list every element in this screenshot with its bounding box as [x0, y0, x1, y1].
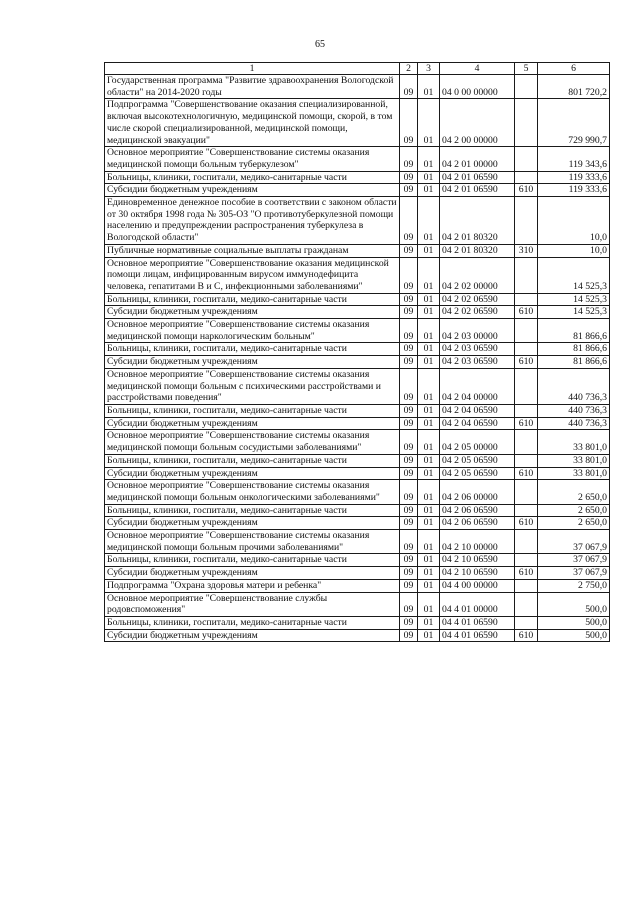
row-expense-type: 610 [515, 184, 538, 197]
row-section: 09 [400, 629, 418, 642]
row-section: 09 [400, 579, 418, 592]
table-row [105, 592, 610, 616]
header-cell-amount: 6 [538, 63, 610, 75]
row-expense-type [515, 197, 538, 245]
row-section: 09 [400, 554, 418, 567]
row-amount: 81 866,6 [538, 319, 610, 343]
row-name: Больницы, клиники, госпитали, медико-санитарные части [105, 504, 400, 517]
row-amount: 440 736,3 [538, 417, 610, 430]
table-row [105, 306, 610, 319]
row-subsection: 01 [418, 368, 440, 404]
row-expense-type [515, 343, 538, 356]
row-target-code: 04 2 05 06590 [440, 454, 515, 467]
row-section: 09 [400, 197, 418, 245]
table-row [105, 75, 610, 99]
row-subsection: 01 [418, 616, 440, 629]
row-target-code: 04 2 03 06590 [440, 343, 515, 356]
row-expense-type [515, 99, 538, 147]
row-expense-type [515, 257, 538, 293]
row-amount: 33 801,0 [538, 430, 610, 454]
row-target-code: 04 2 02 06590 [440, 306, 515, 319]
row-expense-type: 610 [515, 356, 538, 369]
row-amount: 2 750,0 [538, 579, 610, 592]
row-subsection: 01 [418, 480, 440, 504]
row-section: 09 [400, 592, 418, 616]
row-subsection: 01 [418, 197, 440, 245]
row-target-code: 04 4 01 00000 [440, 592, 515, 616]
header-cell-target-code: 4 [440, 63, 515, 75]
row-section: 09 [400, 244, 418, 257]
row-amount: 119 333,6 [538, 184, 610, 197]
table-row [105, 404, 610, 417]
row-target-code: 04 2 01 80320 [440, 244, 515, 257]
row-section: 09 [400, 417, 418, 430]
row-subsection: 01 [418, 554, 440, 567]
row-name: Субсидии бюджетным учреждениям [105, 629, 400, 642]
table-row [105, 99, 610, 147]
row-subsection: 01 [418, 306, 440, 319]
row-name: Государственная программа "Развитие здравоохранения Вологодской области" на 2014-2020 годы [105, 75, 400, 99]
row-section: 09 [400, 356, 418, 369]
table-row [105, 244, 610, 257]
row-amount: 14 525,3 [538, 257, 610, 293]
row-name: Основное мероприятие "Совершенствование системы оказания медицинской помощи наркологическим больным" [105, 319, 400, 343]
row-target-code: 04 2 03 06590 [440, 356, 515, 369]
row-subsection: 01 [418, 430, 440, 454]
row-subsection: 01 [418, 567, 440, 580]
row-name: Основное мероприятие "Совершенствование системы оказания медицинской помощи больным сосудистыми заболеваниями" [105, 430, 400, 454]
table-row [105, 197, 610, 245]
table-row [105, 554, 610, 567]
row-subsection: 01 [418, 184, 440, 197]
row-subsection: 01 [418, 467, 440, 480]
row-subsection: 01 [418, 147, 440, 171]
row-expense-type [515, 454, 538, 467]
row-section: 09 [400, 343, 418, 356]
table-row [105, 356, 610, 369]
row-subsection: 01 [418, 592, 440, 616]
row-target-code: 04 4 01 06590 [440, 616, 515, 629]
row-amount: 729 990,7 [538, 99, 610, 147]
row-name: Больницы, клиники, госпитали, медико-санитарные части [105, 454, 400, 467]
row-name: Больницы, клиники, госпитали, медико-санитарные части [105, 616, 400, 629]
table-row [105, 467, 610, 480]
table-header [105, 63, 610, 75]
row-name: Субсидии бюджетным учреждениям [105, 517, 400, 530]
row-section: 09 [400, 184, 418, 197]
row-expense-type [515, 404, 538, 417]
row-expense-type [515, 430, 538, 454]
row-expense-type [515, 319, 538, 343]
row-amount: 10,0 [538, 244, 610, 257]
row-target-code: 04 2 02 06590 [440, 293, 515, 306]
table-row [105, 530, 610, 554]
table-row [105, 417, 610, 430]
row-section: 09 [400, 171, 418, 184]
table-body [105, 75, 610, 642]
row-target-code: 04 2 06 06590 [440, 504, 515, 517]
table-row [105, 567, 610, 580]
row-amount: 10,0 [538, 197, 610, 245]
table-row [105, 257, 610, 293]
row-amount: 33 801,0 [538, 467, 610, 480]
table-row [105, 629, 610, 642]
table-row [105, 504, 610, 517]
table-row [105, 343, 610, 356]
row-section: 09 [400, 306, 418, 319]
row-name: Субсидии бюджетным учреждениям [105, 356, 400, 369]
row-expense-type: 610 [515, 567, 538, 580]
row-subsection: 01 [418, 99, 440, 147]
row-expense-type [515, 368, 538, 404]
row-expense-type [515, 75, 538, 99]
row-target-code: 04 2 04 00000 [440, 368, 515, 404]
row-name: Основное мероприятие "Совершенствование системы оказания медицинской помощи больным онкологическими заболеваниями" [105, 480, 400, 504]
row-amount: 33 801,0 [538, 454, 610, 467]
row-amount: 14 525,3 [538, 293, 610, 306]
row-expense-type [515, 480, 538, 504]
row-subsection: 01 [418, 579, 440, 592]
row-name: Больницы, клиники, госпитали, медико-санитарные части [105, 293, 400, 306]
row-target-code: 04 2 05 06590 [440, 467, 515, 480]
table-row [105, 454, 610, 467]
row-section: 09 [400, 454, 418, 467]
row-section: 09 [400, 293, 418, 306]
row-subsection: 01 [418, 343, 440, 356]
row-amount: 440 736,3 [538, 404, 610, 417]
table-row [105, 368, 610, 404]
row-expense-type [515, 504, 538, 517]
row-name: Больницы, клиники, госпитали, медико-санитарные части [105, 554, 400, 567]
row-amount: 2 650,0 [538, 517, 610, 530]
row-amount: 2 650,0 [538, 504, 610, 517]
row-subsection: 01 [418, 417, 440, 430]
row-section: 09 [400, 467, 418, 480]
row-amount: 2 650,0 [538, 480, 610, 504]
row-expense-type [515, 579, 538, 592]
row-name: Больницы, клиники, госпитали, медико-санитарные части [105, 171, 400, 184]
row-subsection: 01 [418, 293, 440, 306]
row-target-code: 04 0 00 00000 [440, 75, 515, 99]
row-expense-type [515, 171, 538, 184]
row-name: Основное мероприятие "Совершенствование оказания медицинской помощи лицам, инфицированным вирусом иммунодефицита человека, гепатитами В и С, инфекционными заболеваниями" [105, 257, 400, 293]
row-amount: 81 866,6 [538, 356, 610, 369]
row-expense-type: 610 [515, 629, 538, 642]
row-section: 09 [400, 530, 418, 554]
row-section: 09 [400, 616, 418, 629]
header-cell-expense-type: 5 [515, 63, 538, 75]
row-expense-type: 610 [515, 517, 538, 530]
row-section: 09 [400, 430, 418, 454]
row-amount: 37 067,9 [538, 554, 610, 567]
row-section: 09 [400, 368, 418, 404]
row-section: 09 [400, 404, 418, 417]
row-section: 09 [400, 75, 418, 99]
table-row [105, 579, 610, 592]
table-row [105, 184, 610, 197]
row-name: Субсидии бюджетным учреждениям [105, 417, 400, 430]
table-row [105, 171, 610, 184]
row-target-code: 04 2 02 00000 [440, 257, 515, 293]
row-name: Больницы, клиники, госпитали, медико-санитарные части [105, 343, 400, 356]
row-amount: 500,0 [538, 616, 610, 629]
row-amount: 500,0 [538, 629, 610, 642]
row-subsection: 01 [418, 530, 440, 554]
table-row [105, 616, 610, 629]
row-target-code: 04 2 01 06590 [440, 184, 515, 197]
row-section: 09 [400, 567, 418, 580]
row-target-code: 04 2 06 06590 [440, 517, 515, 530]
row-name: Публичные нормативные социальные выплаты гражданам [105, 244, 400, 257]
row-target-code: 04 2 04 06590 [440, 417, 515, 430]
row-name: Единовременное денежное пособие в соответствии с законом области от 30 октября 1998 года № 305-ОЗ "О противотуберкулезной помощи населению и предупреждении распространения туберкулеза в Вологодской области" [105, 197, 400, 245]
row-subsection: 01 [418, 517, 440, 530]
row-name: Основное мероприятие "Совершенствование системы оказания медицинской помощи больным прочими заболеваниями" [105, 530, 400, 554]
row-subsection: 01 [418, 629, 440, 642]
row-amount: 37 067,9 [538, 567, 610, 580]
row-target-code: 04 2 04 06590 [440, 404, 515, 417]
table-row [105, 480, 610, 504]
row-expense-type: 610 [515, 306, 538, 319]
row-expense-type [515, 616, 538, 629]
row-name: Подпрограмма "Совершенствование оказания специализированной, включая высокотехнологичную, медицинской помощи, скорой, в том числе скорой специализированной, медицинской помощи, медицинской эвакуации" [105, 99, 400, 147]
row-target-code: 04 2 05 00000 [440, 430, 515, 454]
row-amount: 37 067,9 [538, 530, 610, 554]
page-number: 65 [315, 39, 325, 50]
row-target-code: 04 2 03 00000 [440, 319, 515, 343]
row-target-code: 04 2 01 80320 [440, 197, 515, 245]
table-row [105, 430, 610, 454]
row-target-code: 04 2 10 06590 [440, 554, 515, 567]
row-name: Основное мероприятие "Совершенствование системы оказания медицинской помощи больным с психическими расстройствами и расстройствами поведения" [105, 368, 400, 404]
row-subsection: 01 [418, 404, 440, 417]
row-target-code: 04 2 00 00000 [440, 99, 515, 147]
row-section: 09 [400, 480, 418, 504]
row-target-code: 04 2 10 00000 [440, 530, 515, 554]
budget-table [104, 62, 610, 642]
table-row [105, 293, 610, 306]
row-amount: 440 736,3 [538, 368, 610, 404]
row-expense-type [515, 554, 538, 567]
row-name: Субсидии бюджетным учреждениям [105, 184, 400, 197]
row-section: 09 [400, 257, 418, 293]
row-section: 09 [400, 504, 418, 517]
row-name: Субсидии бюджетным учреждениям [105, 467, 400, 480]
row-expense-type [515, 530, 538, 554]
row-subsection: 01 [418, 356, 440, 369]
row-expense-type: 610 [515, 467, 538, 480]
row-section: 09 [400, 319, 418, 343]
row-target-code: 04 2 01 00000 [440, 147, 515, 171]
row-expense-type: 610 [515, 417, 538, 430]
row-name: Субсидии бюджетным учреждениям [105, 306, 400, 319]
row-amount: 500,0 [538, 592, 610, 616]
row-target-code: 04 2 01 06590 [440, 171, 515, 184]
row-subsection: 01 [418, 319, 440, 343]
row-amount: 14 525,3 [538, 306, 610, 319]
row-amount: 119 343,6 [538, 147, 610, 171]
row-expense-type: 310 [515, 244, 538, 257]
row-name: Больницы, клиники, госпитали, медико-санитарные части [105, 404, 400, 417]
row-expense-type [515, 147, 538, 171]
row-subsection: 01 [418, 257, 440, 293]
row-amount: 801 720,2 [538, 75, 610, 99]
row-name: Основное мероприятие "Совершенствование системы оказания медицинской помощи больным туберкулезом" [105, 147, 400, 171]
row-target-code: 04 4 01 06590 [440, 629, 515, 642]
row-subsection: 01 [418, 504, 440, 517]
row-section: 09 [400, 99, 418, 147]
table-row [105, 517, 610, 530]
row-section: 09 [400, 147, 418, 171]
header-cell-name: 1 [105, 63, 400, 75]
row-name: Субсидии бюджетным учреждениям [105, 567, 400, 580]
row-target-code: 04 2 06 00000 [440, 480, 515, 504]
row-name: Подпрограмма "Охрана здоровья матери и ребенка" [105, 579, 400, 592]
row-expense-type [515, 293, 538, 306]
row-subsection: 01 [418, 454, 440, 467]
row-section: 09 [400, 517, 418, 530]
row-amount: 119 333,6 [538, 171, 610, 184]
row-amount: 81 866,6 [538, 343, 610, 356]
table-row [105, 319, 610, 343]
row-expense-type [515, 592, 538, 616]
row-subsection: 01 [418, 75, 440, 99]
table-row [105, 147, 610, 171]
header-cell-section: 2 [400, 63, 418, 75]
row-subsection: 01 [418, 244, 440, 257]
row-target-code: 04 2 10 06590 [440, 567, 515, 580]
row-target-code: 04 4 00 00000 [440, 579, 515, 592]
row-name: Основное мероприятие "Совершенствование службы родовспоможения" [105, 592, 400, 616]
row-subsection: 01 [418, 171, 440, 184]
header-cell-subsection: 3 [418, 63, 440, 75]
